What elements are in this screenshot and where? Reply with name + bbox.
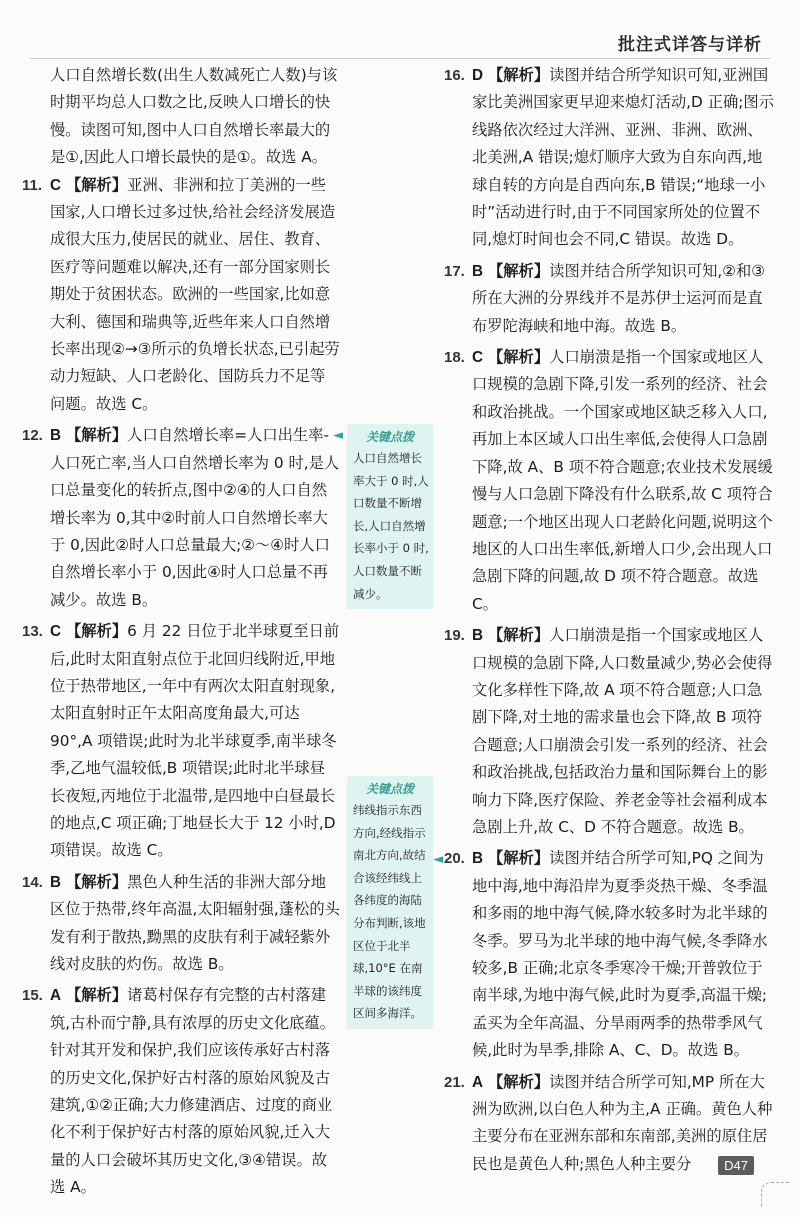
question-number: 15. [22, 987, 43, 1005]
analysis-tag: 【解析】 [487, 348, 550, 367]
question-number: 18. [444, 349, 465, 367]
question-number: 21. [444, 1073, 465, 1091]
answer-letter: B [472, 262, 484, 280]
analysis-text: 读图并结合所学可知,MP 所在大洲为欧洲,以白色人种为主,A 正确。黄色人种主要分布在亚洲东部和东南部,美洲的原住居民也是黄色人种;黑色人种主要分 [472, 1072, 773, 1173]
analysis-tag: 【解析】 [65, 872, 128, 891]
answer-item [444, 622, 774, 841]
question-number: 17. [444, 262, 465, 280]
analysis-text: 人口崩溃是指一个国家或地区人口规模的急剧下降,人口数量减少,势必会使得文化多样性下降,故 A 项不符合题意;人口急剧下降,对土地的需求量也会下降,故 B 项符合题意;人口崩溃会引发一系列的经济、社会和政治挑战,包括政治力量和国际舞台上的影响力下降,医疗保险、养老金等社会福利成本急剧上升,故 C、D 不符合题意。故选 B。 [472, 626, 773, 836]
analysis-tag: 【解析】 [487, 1072, 550, 1091]
key-tip-title: 关键点拨 [365, 430, 414, 444]
page-header-title: 批注式详答与详析 [618, 35, 762, 55]
key-tip-title: 关键点拨 [365, 782, 414, 796]
page-number: D47 [718, 1156, 754, 1175]
key-tip-text: 纬线指示东西方向,经线指示南北方向,故结合该经纬线上各纬度的海陆分布判断,该地区位于北半球,10°E 在南半球的该纬度区间多海洋。 [353, 803, 426, 1021]
question-number: 12. [22, 427, 43, 445]
answer-letter: C [472, 349, 484, 367]
question-number: 20. [444, 850, 465, 868]
analysis-tag: 【解析】 [487, 849, 550, 868]
answer-item [444, 845, 774, 1064]
answer-item [444, 258, 774, 340]
analysis-text: 读图并结合所学知识可知,②和③所在大洲的分界线并不是苏伊士运河而是直布罗陀海峡和地中海。故选 B。 [472, 261, 765, 335]
answer-letter: B [50, 873, 62, 891]
analysis-text: 黑色人种生活的非洲大部分地区位于热带,终年高温,太阳辐射强,蓬松的头发有利于散热,黝黑的皮肤有利于减轻紫外线对皮肤的灼伤。故选 B。 [50, 872, 340, 973]
question-number: 19. [444, 627, 465, 645]
arrow-icon: ◄ [333, 428, 343, 443]
question-number: 14. [22, 873, 43, 891]
analysis-tag: 【解析】 [65, 622, 128, 641]
analysis-text: 读图并结合所学可知,PQ 之间为地中海,地中海沿岸为夏季炎热干燥、冬季温和多雨的地中海气候,降水较多时为北半球的冬季。罗马为北半球的地中海气候,冬季降水较多,B 正确;北京冬季寒冷干燥;开普敦位于南半球,为地中海气候,此时为夏季,高温干燥;孟买为全年高温、分旱雨两季的热带季风气候,此时为旱季,排除 A、C、D。故选 B。 [472, 849, 768, 1060]
answer-item [444, 344, 774, 618]
answer-item [22, 869, 340, 979]
answer-letter: A [472, 1073, 484, 1091]
analysis-text: 人口自然增长率=人口出生率-人口死亡率,当人口自然增长率为 0 时,是人口总量变化的转折点,图中②④的人口自然增长率为 0,其中②时前人口自然增长率大于 0,因此②时人口总量最大;②～④时人口自然增长率小于 0,因此④时人口总量不再减少。故选 B。 [50, 426, 340, 609]
analysis-tag: 【解析】 [487, 66, 550, 84]
answer-letter: C [50, 176, 62, 194]
analysis-tag: 【解析】 [65, 986, 128, 1005]
right-answer-list [444, 62, 774, 1178]
key-tip-box-1 [347, 424, 433, 609]
key-tip-box-2 [347, 776, 433, 1029]
analysis-tag: 【解析】 [65, 175, 128, 194]
analysis-text: 诸葛村保存有完整的古村落建筑,古朴而宁静,具有浓厚的历史文化底蕴。针对其开发和保护,我们应该传承好古村落的历史文化,保护好古村落的原始风貌及古建筑,①②正确;大力修建酒店、过度的商业化不利于保护好古村落的原始风貌,迁入大量的人口会破坏其历史文化,③④错误。故选 A。 [50, 986, 336, 1197]
arrow-icon: ◄ [433, 852, 443, 867]
answer-letter: B [472, 627, 484, 645]
answer-item [22, 618, 340, 865]
analysis-text: 6 月 22 日位于北半球夏至日前后,此时太阳直射点位于北回归线附近,甲地位于热带地区,一年中有两次太阳直射现象,太阳直射时正午太阳高度角最大,可达 90°,A 项错误;此时为北半球夏季,南半球冬季,乙地气温较低,B 项错误;此时北半球昼长夜短,丙地位于北温带,是四地中白昼最长的地点,C 项正确;丁地昼长大于 12 小时,D 项错误。故选 C。 [50, 622, 340, 860]
answer-letter: A [50, 987, 62, 1005]
answer-letter: C [50, 623, 62, 641]
analysis-tag: 【解析】 [65, 426, 128, 445]
analysis-tag: 【解析】 [487, 626, 550, 645]
answer-letter: D [472, 67, 484, 84]
answer-item [22, 422, 340, 614]
key-tip-text: 人口自然增长率大于 0 时,人口数量不断增长,人口自然增长率小于 0 时,人口数量不断减少。 [353, 451, 429, 601]
analysis-text: 亚洲、非洲和拉丁美洲的一些国家,人口增长过多过快,给社会经济发展造成很大压力,使居民的就业、居住、教育、医疗等问题难以解决,还有一部分国家则长期处于贫困状态。欧洲的一些国家,比如意大利、德国和瑞典等,近些年来人口自然增长率出现②→③所示的负增长状态,已引起劳动力短缺、人口老龄化、国防兵力不足等问题。故选 C。 [50, 175, 340, 413]
left-column [22, 62, 340, 1206]
analysis-text: 人口崩溃是指一个国家或地区人口规模的急剧下降,引发一系列的经济、社会和政治挑战。一个国家或地区缺乏移入人口,再加上本区域人口出生率低,会使得人口急剧下降,故 A、B 项不符合题意;农业技术发展缓慢与人口急剧下降没有什么联系,故 C 项符合题意;一个地区出现人口老龄化问题,说明这个地区的人口出生率低,新增人口少,会出现人口急剧下降的问题,故 D 项不符合题意。故选 C。 [472, 348, 773, 613]
analysis-tag: 【解析】 [487, 261, 550, 280]
question-number: 11. [22, 176, 43, 194]
left-answer-list [22, 172, 340, 1202]
answer-letter: B [472, 850, 484, 868]
answer-item [22, 172, 340, 419]
question-number: 16. [444, 67, 465, 84]
continued-paragraph: 人口自然增长数(出生人数减死亡人数)与该时期平均总人口数之比,反映人口增长的快慢。读图可知,图中人口自然增长率最大的是①,因此人口增长最快的是①。故选 A。 [50, 66, 338, 167]
answer-letter: B [50, 427, 62, 445]
answer-item [444, 62, 774, 254]
header-divider [30, 58, 770, 59]
analysis-text: 读图并结合所学知识可知,亚洲国家比美洲国家更早迎来熄灯活动,D 正确;图示线路依次经过大洋洲、亚洲、非洲、欧洲、北美洲,A 错误;熄灯顺序大致为自东向西,地球自转的方向是自西向东,B 错误;“地球一小时”活动进行时,由于不同国家所处的位置不同,熄灯时间也会不同,C 错误。故选 D。 [472, 66, 775, 249]
right-column [444, 62, 774, 1182]
answer-item [22, 982, 340, 1201]
question-number: 13. [22, 623, 43, 641]
page-corner-decoration [761, 1182, 790, 1207]
